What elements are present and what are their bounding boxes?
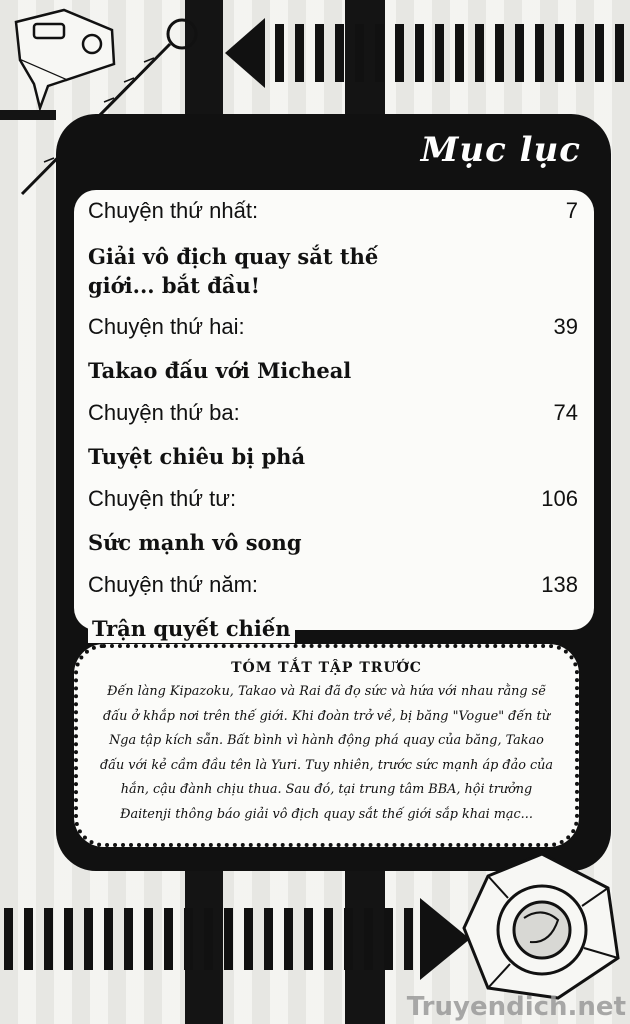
page-title: Mục lục [420,130,581,170]
toc-entry [88,486,578,512]
summary-heading: TÓM TẮT TẬP TRƯỚC [231,660,422,676]
toc-panel [74,190,594,630]
toc-entry [88,400,578,426]
toc-entry [88,572,578,598]
chapter-title: Trận quyết chiến [88,614,295,643]
toc-entry [88,198,578,224]
chapter-label: Chuyện thứ năm: [88,572,259,597]
chapter-label: Chuyện thứ ba: [88,400,240,425]
striped-arrow-bottom [0,898,470,980]
page-number: 7 [565,198,578,223]
page-number: 39 [553,314,578,339]
site-watermark: Truyendich.net [406,992,626,1022]
chapter-title: Takao đấu với Micheal [88,358,352,383]
page-number: 138 [541,572,578,597]
page-number: 106 [541,486,578,511]
chapter-title: Giải vô địch quay sắt thế giới... bắt đầu! [88,244,379,298]
chapter-label: Chuyện thứ nhất: [88,198,259,223]
striped-arrow-top [225,18,630,88]
chapter-title: Tuyệt chiêu bị phá [88,444,306,469]
previous-volume-summary [74,644,579,847]
chapter-label: Chuyện thứ tư: [88,486,237,511]
beyblade-illustration [458,848,626,1008]
table-of-contents-frame [56,114,611,871]
chapter-label: Chuyện thứ hai: [88,314,245,339]
toc-entry [88,314,578,340]
chapter-title: Sức mạnh vô song [88,530,302,555]
summary-text: Đến làng Kipazoku, Takao và Rai đã đọ sức và hứa với nhau rằng sẽ đấu ở khắp nơi trên thế giới. Khi đoàn trở về, bị băng "Vogue" đến từ Nga tập kích sẵn. Bất bình vì hành động phá quay của băng, Takao đấu với kẻ cầm đầu tên là Yuri. Tuy nhiên, trước sức mạnh áp đảo của hắn, cậu đành chịu thua. Sau đó, tại trung tâm BBA, hội trưởng Đaitenji thông báo giải vô địch quay sắt thế giới sắp khai mạc... [99,684,554,822]
page-number: 74 [553,400,578,425]
